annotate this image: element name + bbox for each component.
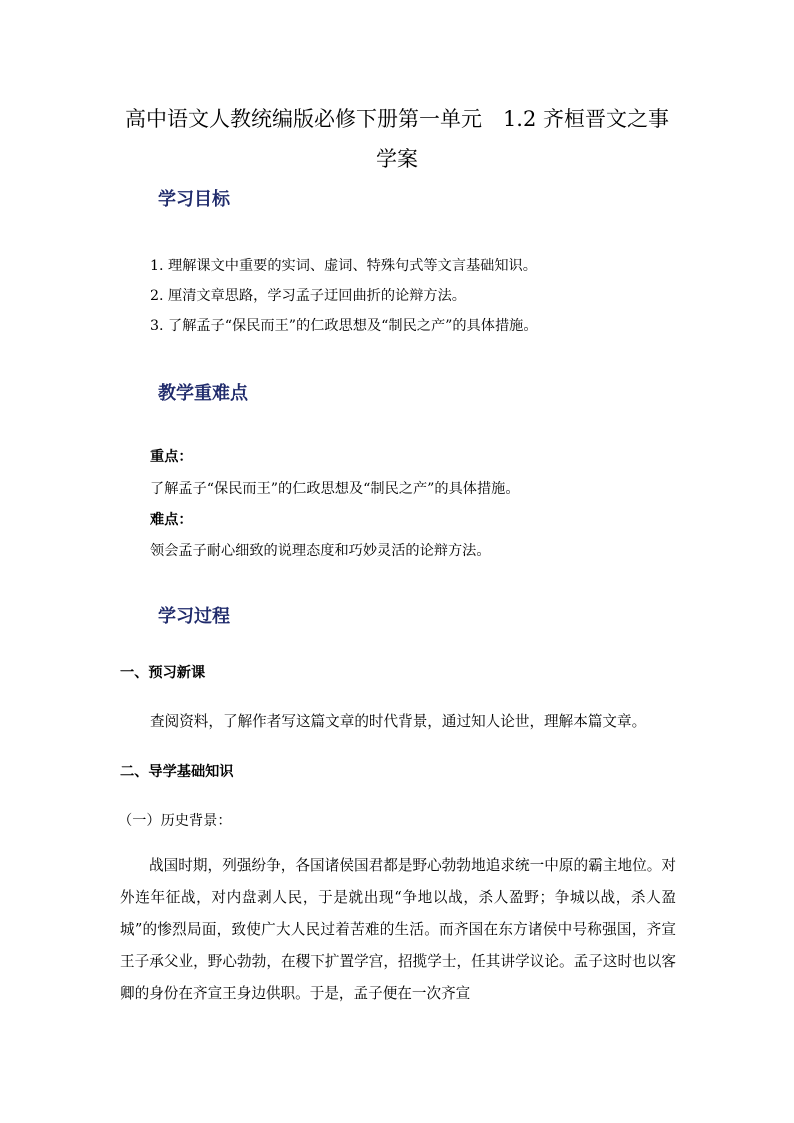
- document-title-line-2: 学案: [376, 147, 418, 171]
- heading-learning-process: 学习过程: [158, 606, 230, 627]
- heading-learning-goals: 学习目标: [158, 189, 230, 210]
- document-title-line-1: 高中语文人教统编版必修下册第一单元 1.2 齐桓晋文之事: [124, 107, 670, 131]
- difficult-point-label: 难点：: [150, 512, 193, 528]
- goal-item-3: 3. 了解孟子“保民而王”的仁政思想及“制民之产”的具体措施。: [150, 318, 538, 334]
- background-paragraph: 战国时期，列强纷争，各国诸侯国君都是野心勃勃地追求统一中原的霸主地位。对外连年征战，对内盘剥人民，于是就出现“争地以战，杀人盈野；争城以战，杀人盈城”的惨烈局面，致使广大人民过着苦难的生活。而齐国在东方诸侯中号称强国，齐宣王子承父业，野心勃勃，在稷下扩置学宫，招揽学士，任其讲学议论。孟子这时也以客卿的身份在齐宣王身边供职。于是，孟子便在一次齐宣: [120, 857, 676, 1002]
- goal-item-1: 1. 理解课文中重要的实词、虚词、特殊句式等文言基础知识。: [150, 258, 537, 274]
- sub1-heading: （一）历史背景：: [118, 813, 232, 829]
- part1-heading: 一、预习新课: [120, 665, 206, 681]
- part1-text: 查阅资料，了解作者写这篇文章的时代背景，通过知人论世，理解本篇文章。: [150, 713, 647, 730]
- part2-heading: 二、导学基础知识: [120, 764, 234, 780]
- difficult-point-text: 领会孟子耐心细致的说理态度和巧妙灵活的论辩方法。: [150, 543, 491, 559]
- heading-key-difficult-points: 教学重难点: [158, 383, 248, 404]
- key-point-text: 了解孟子“保民而王”的仁政思想及“制民之产”的具体措施。: [150, 481, 520, 497]
- key-point-label: 重点：: [150, 449, 193, 465]
- goal-item-2: 2. 厘清文章思路，学习孟子迂回曲折的论辩方法。: [150, 288, 466, 304]
